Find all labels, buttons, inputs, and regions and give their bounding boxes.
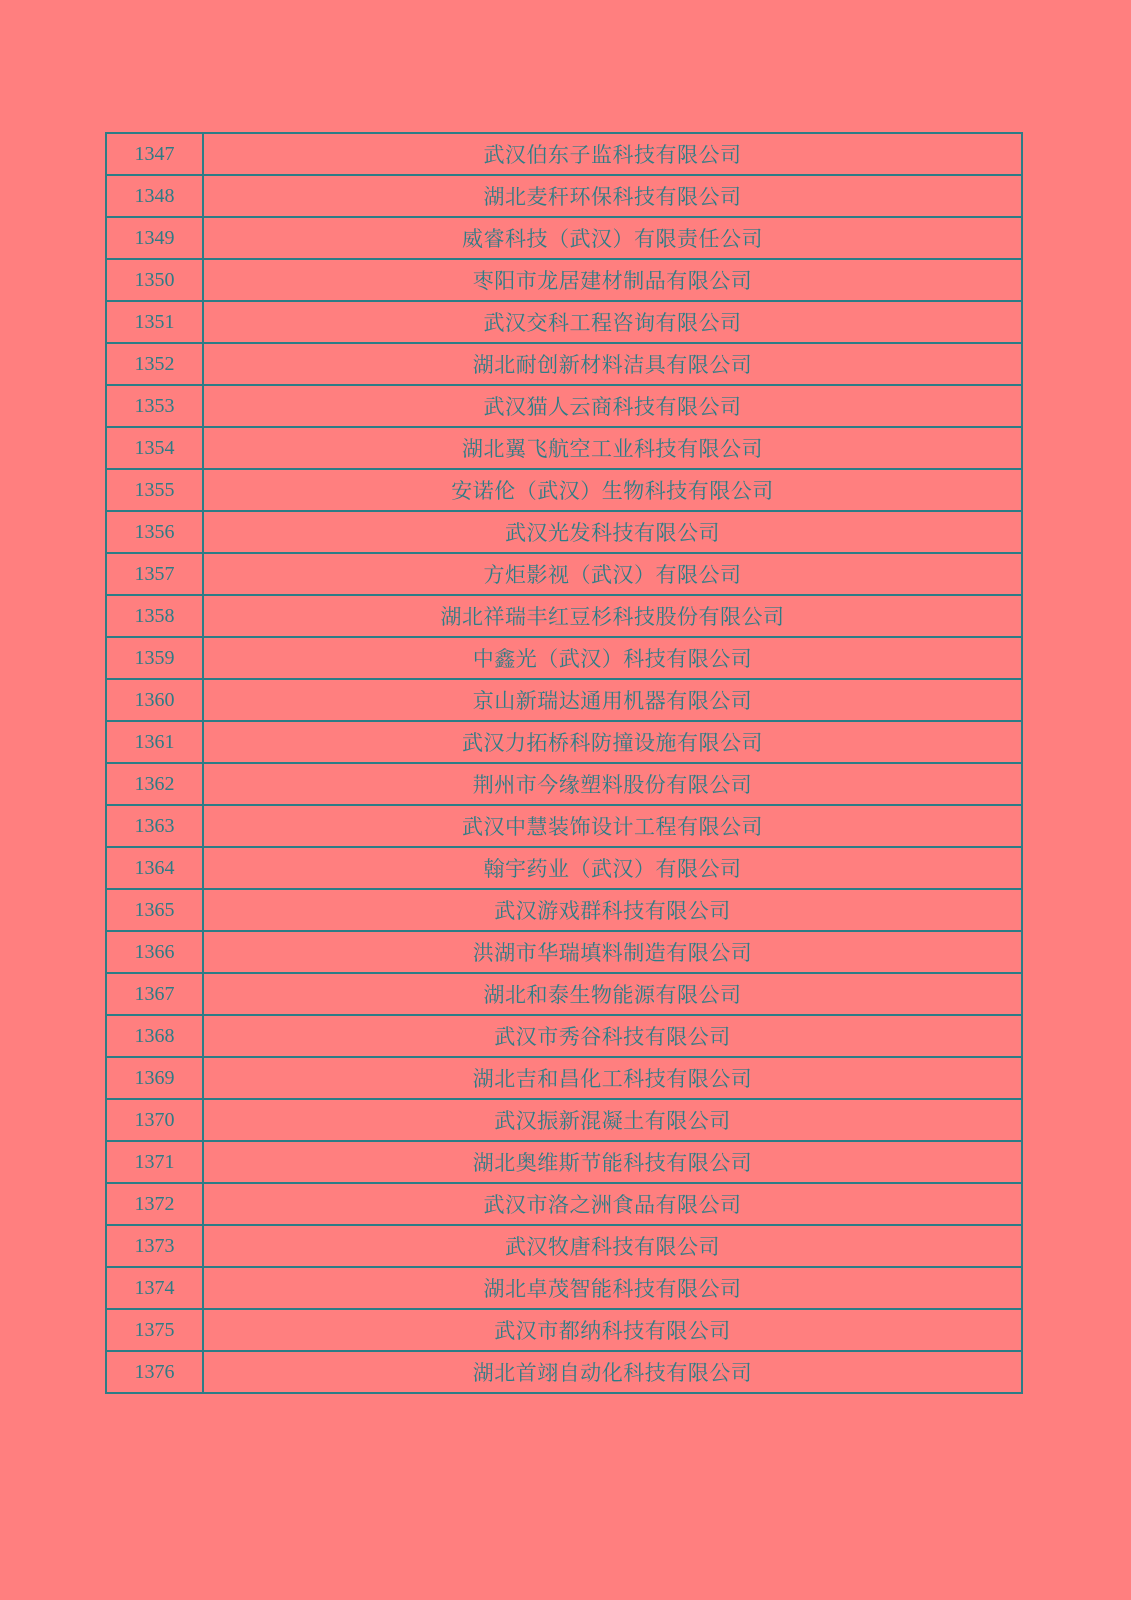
table-row — [106, 259, 1022, 301]
company-table — [105, 132, 1023, 1394]
company-name: 湖北吉和昌化工科技有限公司 — [203, 1057, 1022, 1099]
table-row — [106, 1225, 1022, 1267]
table-body — [106, 133, 1022, 1393]
company-name: 武汉猫人云商科技有限公司 — [203, 385, 1022, 427]
company-name: 武汉振新混凝土有限公司 — [203, 1099, 1022, 1141]
row-number: 1373 — [106, 1225, 203, 1267]
table-row — [106, 1099, 1022, 1141]
company-name: 湖北卓茂智能科技有限公司 — [203, 1267, 1022, 1309]
row-number: 1349 — [106, 217, 203, 259]
row-number: 1363 — [106, 805, 203, 847]
company-name: 武汉游戏群科技有限公司 — [203, 889, 1022, 931]
row-number: 1368 — [106, 1015, 203, 1057]
row-number: 1364 — [106, 847, 203, 889]
row-number: 1353 — [106, 385, 203, 427]
table-row — [106, 973, 1022, 1015]
row-number: 1367 — [106, 973, 203, 1015]
table-row — [106, 1057, 1022, 1099]
company-name: 洪湖市华瑞填料制造有限公司 — [203, 931, 1022, 973]
row-number: 1362 — [106, 763, 203, 805]
company-name: 中鑫光（武汉）科技有限公司 — [203, 637, 1022, 679]
row-number: 1375 — [106, 1309, 203, 1351]
table-row — [106, 1351, 1022, 1393]
row-number: 1358 — [106, 595, 203, 637]
table-row — [106, 1141, 1022, 1183]
table-row — [106, 175, 1022, 217]
company-name: 武汉光发科技有限公司 — [203, 511, 1022, 553]
table-row — [106, 1183, 1022, 1225]
row-number: 1352 — [106, 343, 203, 385]
company-name: 安诺伦（武汉）生物科技有限公司 — [203, 469, 1022, 511]
row-number: 1348 — [106, 175, 203, 217]
company-name: 湖北麦秆环保科技有限公司 — [203, 175, 1022, 217]
row-number: 1361 — [106, 721, 203, 763]
row-number: 1371 — [106, 1141, 203, 1183]
row-number: 1374 — [106, 1267, 203, 1309]
company-name: 湖北耐创新材料洁具有限公司 — [203, 343, 1022, 385]
company-name: 武汉市秀谷科技有限公司 — [203, 1015, 1022, 1057]
table-row — [106, 1267, 1022, 1309]
row-number: 1350 — [106, 259, 203, 301]
company-name: 湖北翼飞航空工业科技有限公司 — [203, 427, 1022, 469]
company-name: 翰宇药业（武汉）有限公司 — [203, 847, 1022, 889]
table-row — [106, 427, 1022, 469]
row-number: 1360 — [106, 679, 203, 721]
row-number: 1366 — [106, 931, 203, 973]
row-number: 1354 — [106, 427, 203, 469]
table-row — [106, 469, 1022, 511]
company-name: 武汉交科工程咨询有限公司 — [203, 301, 1022, 343]
table-row — [106, 763, 1022, 805]
company-name: 方炬影视（武汉）有限公司 — [203, 553, 1022, 595]
company-name: 京山新瑞达通用机器有限公司 — [203, 679, 1022, 721]
row-number: 1372 — [106, 1183, 203, 1225]
table-row — [106, 679, 1022, 721]
company-name: 武汉牧唐科技有限公司 — [203, 1225, 1022, 1267]
company-name: 湖北和泰生物能源有限公司 — [203, 973, 1022, 1015]
company-name: 枣阳市龙居建材制品有限公司 — [203, 259, 1022, 301]
table-row — [106, 637, 1022, 679]
company-name: 威睿科技（武汉）有限责任公司 — [203, 217, 1022, 259]
table-row — [106, 511, 1022, 553]
table-row — [106, 217, 1022, 259]
table-row — [106, 385, 1022, 427]
row-number: 1365 — [106, 889, 203, 931]
table-row — [106, 1015, 1022, 1057]
row-number: 1355 — [106, 469, 203, 511]
row-number: 1357 — [106, 553, 203, 595]
company-name: 湖北首翊自动化科技有限公司 — [203, 1351, 1022, 1393]
company-name: 武汉市都纳科技有限公司 — [203, 1309, 1022, 1351]
company-name: 武汉中慧装饰设计工程有限公司 — [203, 805, 1022, 847]
table-row — [106, 721, 1022, 763]
table-row — [106, 553, 1022, 595]
row-number: 1351 — [106, 301, 203, 343]
row-number: 1376 — [106, 1351, 203, 1393]
row-number: 1347 — [106, 133, 203, 175]
table-row — [106, 889, 1022, 931]
table-row — [106, 595, 1022, 637]
table-row — [106, 133, 1022, 175]
table-row — [106, 343, 1022, 385]
company-name: 武汉伯东子监科技有限公司 — [203, 133, 1022, 175]
row-number: 1356 — [106, 511, 203, 553]
company-name: 武汉力拓桥科防撞设施有限公司 — [203, 721, 1022, 763]
company-name: 湖北奥维斯节能科技有限公司 — [203, 1141, 1022, 1183]
row-number: 1369 — [106, 1057, 203, 1099]
table-row — [106, 1309, 1022, 1351]
table-row — [106, 931, 1022, 973]
table-row — [106, 847, 1022, 889]
table-row — [106, 805, 1022, 847]
row-number: 1359 — [106, 637, 203, 679]
company-name: 武汉市洛之洲食品有限公司 — [203, 1183, 1022, 1225]
company-name: 湖北祥瑞丰红豆杉科技股份有限公司 — [203, 595, 1022, 637]
company-name: 荆州市今缘塑料股份有限公司 — [203, 763, 1022, 805]
table-row — [106, 301, 1022, 343]
row-number: 1370 — [106, 1099, 203, 1141]
